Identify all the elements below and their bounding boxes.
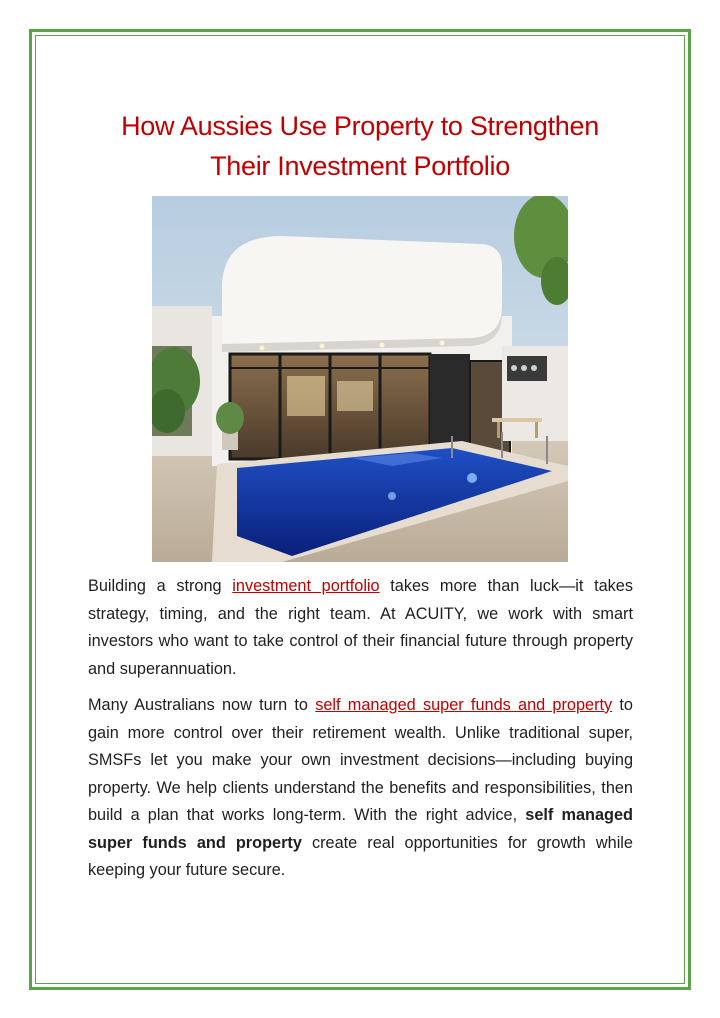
p1-text-end: takes more than luck—it takes strategy, timing, and the right team. At ACUITY, we work with smart investors who want to take control of their financial future through property and superannuation.	[88, 577, 633, 678]
house-pool-illustration	[152, 196, 568, 562]
title-line-1: How Aussies Use Property to Strengthen	[121, 111, 599, 142]
p2-bold-phrase: self managed super funds and property	[88, 806, 633, 852]
paragraph-1	[88, 573, 633, 683]
page-title	[60, 106, 660, 186]
p2-text-start: Many Australians now turn to	[88, 696, 316, 714]
house-pool-photo	[152, 196, 568, 562]
p1-text-start: Building a strong	[88, 577, 233, 595]
smsf-property-link[interactable]: self managed super funds and property	[315, 696, 613, 714]
title-line-2: Their Investment Portfolio	[210, 151, 510, 182]
p2-text-middle: to gain more control over their retirement wealth. Unlike traditional super, SMSFs let you make your own investment decisions—including buying property. We help clients understand the benefits and responsibilities, then build a plan that works long-term. With the right advice,	[88, 696, 633, 824]
investment-portfolio-link[interactable]: investment portfolio	[232, 577, 380, 595]
paragraph-2	[88, 692, 633, 885]
p2-text-end: create real opportunities for growth while keeping your future secure.	[88, 833, 633, 879]
article-body	[88, 573, 633, 894]
